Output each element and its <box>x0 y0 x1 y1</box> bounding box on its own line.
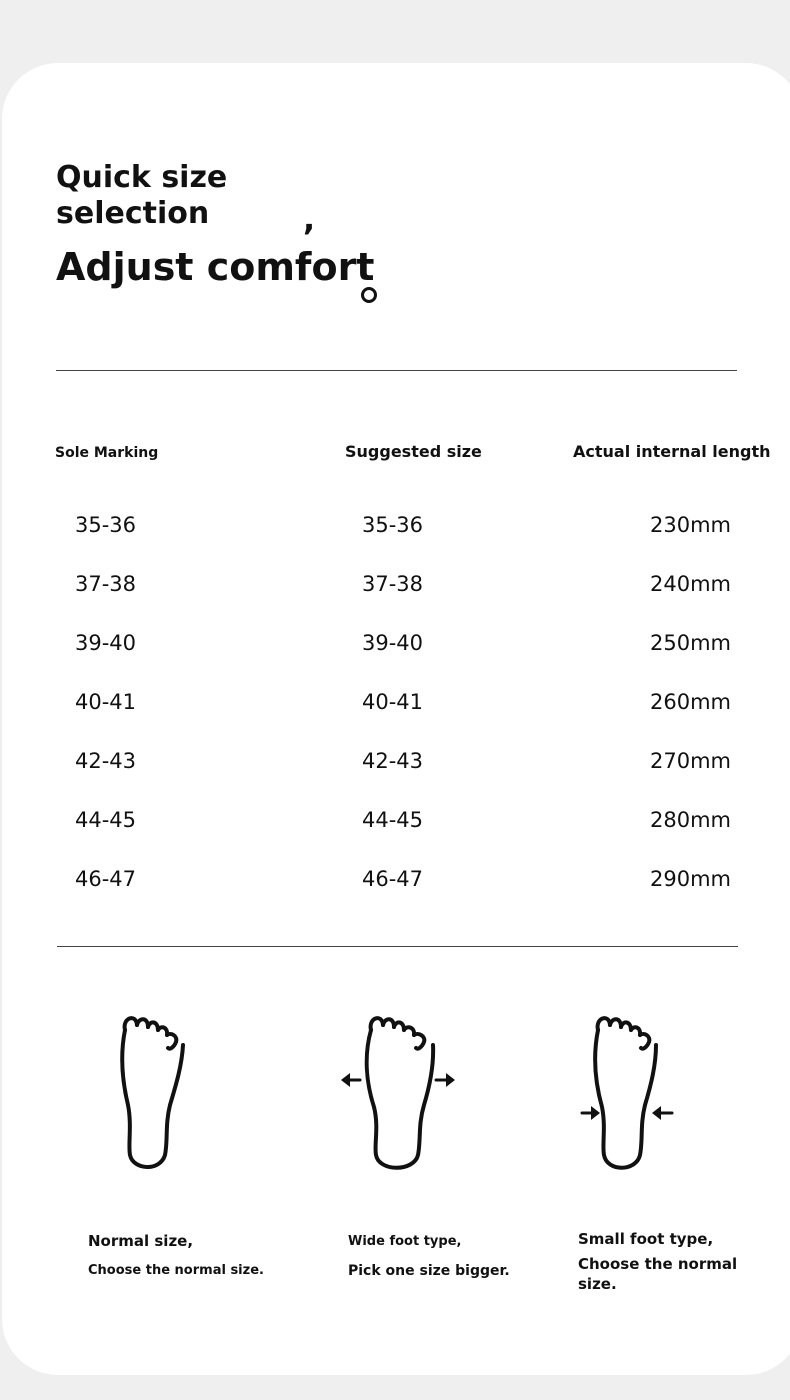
caption-normal-desc: Choose the normal size. <box>88 1263 264 1278</box>
cell-suggested-size: 46-47 <box>362 867 424 891</box>
divider-bottom <box>57 946 738 947</box>
cell-sole-marking: 44-45 <box>75 808 137 832</box>
header-suggested-size: Suggested size <box>345 442 482 461</box>
cell-internal-length: 260mm <box>650 690 731 714</box>
table-row <box>0 744 790 803</box>
cell-sole-marking: 40-41 <box>75 690 137 714</box>
cell-suggested-size: 42-43 <box>362 749 424 773</box>
cell-internal-length: 280mm <box>650 808 731 832</box>
table-row <box>0 567 790 626</box>
table-row <box>0 626 790 685</box>
size-table <box>0 508 790 921</box>
title-adjust-comfort: Adjust comfort <box>56 245 375 289</box>
foot-wide-icon <box>338 1010 468 1175</box>
foot-small-icon <box>578 1010 678 1175</box>
caption-wide-desc: Pick one size bigger. <box>348 1263 510 1279</box>
cell-internal-length: 290mm <box>650 867 731 891</box>
caption-small-desc: Choose the normal size. <box>578 1255 738 1293</box>
title-quick-size: Quick size selection <box>56 160 228 231</box>
caption-normal-title: Normal size, <box>88 1232 194 1250</box>
cell-sole-marking: 46-47 <box>75 867 137 891</box>
caption-wide-title: Wide foot type, <box>348 1234 462 1249</box>
cell-internal-length: 270mm <box>650 749 731 773</box>
cell-suggested-size: 39-40 <box>362 631 424 655</box>
table-row <box>0 685 790 744</box>
cell-sole-marking: 39-40 <box>75 631 137 655</box>
cell-sole-marking: 35-36 <box>75 513 137 537</box>
caption-small-title: Small foot type, <box>578 1230 714 1248</box>
cell-internal-length: 240mm <box>650 572 731 596</box>
cell-internal-length: 250mm <box>650 631 731 655</box>
cell-suggested-size: 40-41 <box>362 690 424 714</box>
divider-top <box>56 370 737 371</box>
cell-suggested-size: 35-36 <box>362 513 424 537</box>
table-row <box>0 862 790 921</box>
table-row <box>0 803 790 862</box>
header-internal-length: Actual internal length <box>573 442 771 461</box>
header-sole-marking: Sole Marking <box>55 445 159 461</box>
title-comma: , <box>303 200 316 238</box>
cell-sole-marking: 42-43 <box>75 749 137 773</box>
table-row <box>0 508 790 567</box>
foot-normal-icon <box>110 1010 200 1175</box>
cell-sole-marking: 37-38 <box>75 572 137 596</box>
cell-internal-length: 230mm <box>650 513 731 537</box>
cell-suggested-size: 37-38 <box>362 572 424 596</box>
cell-suggested-size: 44-45 <box>362 808 424 832</box>
period-circle-icon <box>361 287 377 303</box>
